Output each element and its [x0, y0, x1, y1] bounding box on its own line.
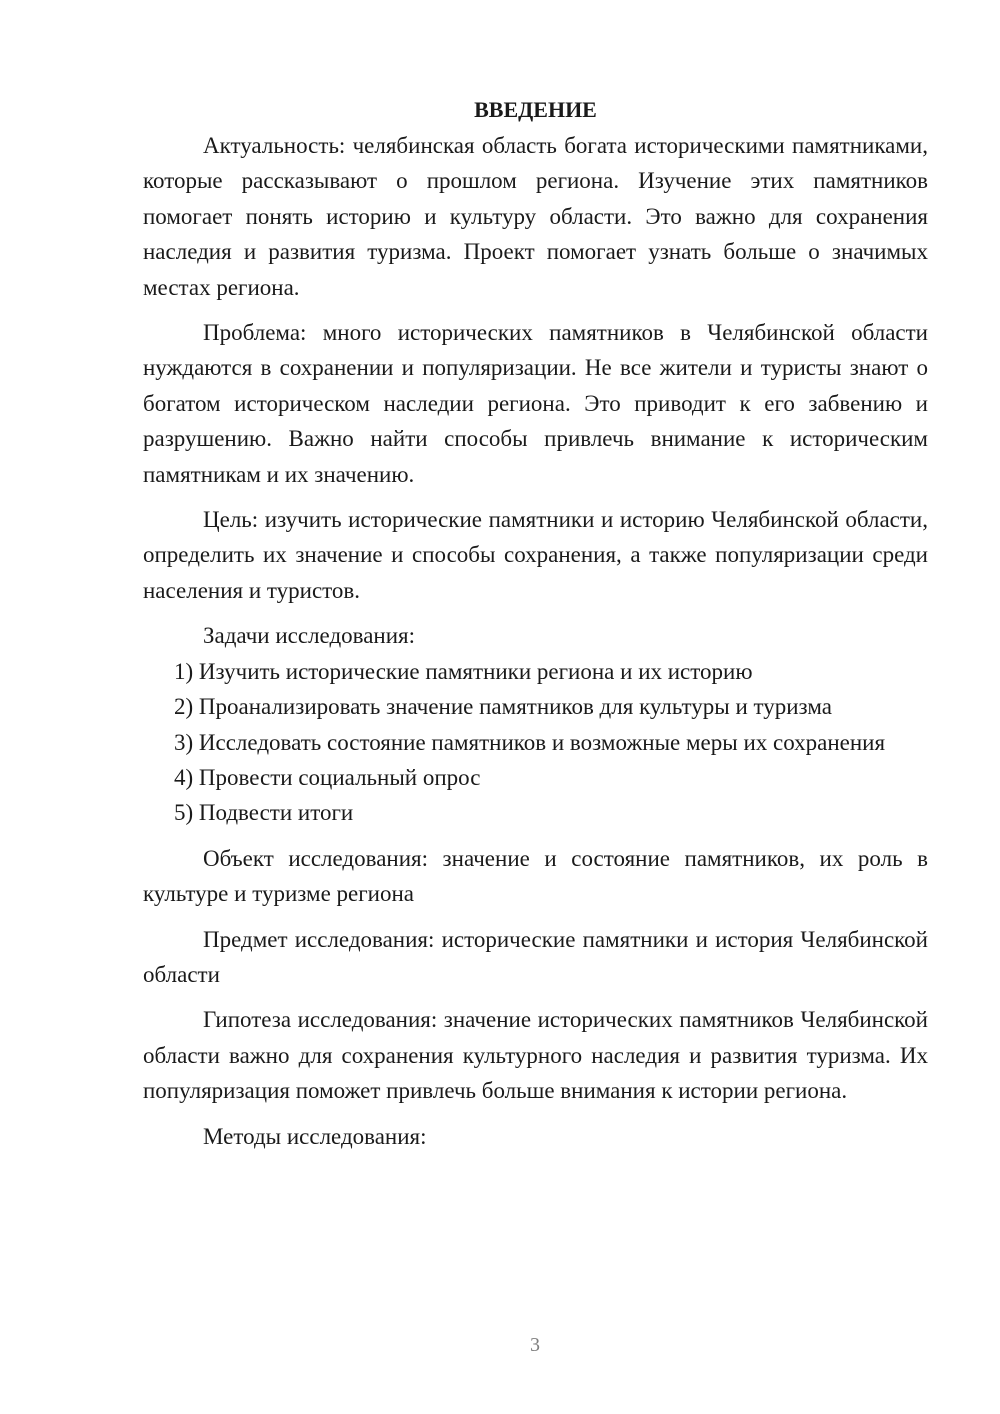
task-item-3: 3) Исследовать состояние памятников и возможные меры их сохранения — [174, 729, 886, 755]
paragraph-relevance: Актуальность: челябинская область богата историческими памятниками, которые рассказывают о прошлом региона. Изучение этих памятников помогает понять историю и культуру области. Это важно для сохранения наследия и развития туризма. Проект помогает узнать больше о значимых местах региона. — [143, 133, 928, 300]
task-item-2: 2) Проанализировать значение памятников для культуры и туризма — [174, 694, 832, 720]
paragraph-problem: Проблема: много исторических памятников в Челябинской области нуждаются в сохранении и популяризации. Не все жители и туристы знают о богатом историческом наследии региона. Это приводит к его забвению и разрушению. Важно найти способы привлечь внимание к историческим памятникам и их значению. — [143, 320, 928, 487]
task-item-1: 1) Изучить исторические памятники региона и их историю — [174, 658, 753, 684]
paragraph-object: Объект исследования: значение и состояние памятников, их роль в культуре и туризме региона — [143, 845, 928, 907]
paragraph-subject: Предмет исследования: исторические памятники и история Челябинской области — [143, 926, 928, 987]
task-item-4: 4) Провести социальный опрос — [174, 764, 481, 790]
tasks-heading: Задачи исследования: — [203, 623, 416, 649]
task-item-5: 5) Подвести итоги — [174, 800, 354, 826]
methods-heading: Методы исследования: — [203, 1123, 427, 1149]
page-number: 3 — [530, 1334, 540, 1356]
paragraph-hypothesis: Гипотеза исследования: значение исторических памятников Челябинской области важно для сохранения культурного наследия и развития туризма. Их популяризация поможет привлечь больше внимания к истории региона. — [143, 1007, 928, 1104]
page-title: ВВЕДЕНИЕ — [474, 97, 597, 122]
page-body — [143, 94, 928, 1154]
paragraph-goal: Цель: изучить исторические памятники и историю Челябинской области, определить их значение и способы сохранения, а также популяризации среди населения и туристов. — [143, 507, 928, 603]
